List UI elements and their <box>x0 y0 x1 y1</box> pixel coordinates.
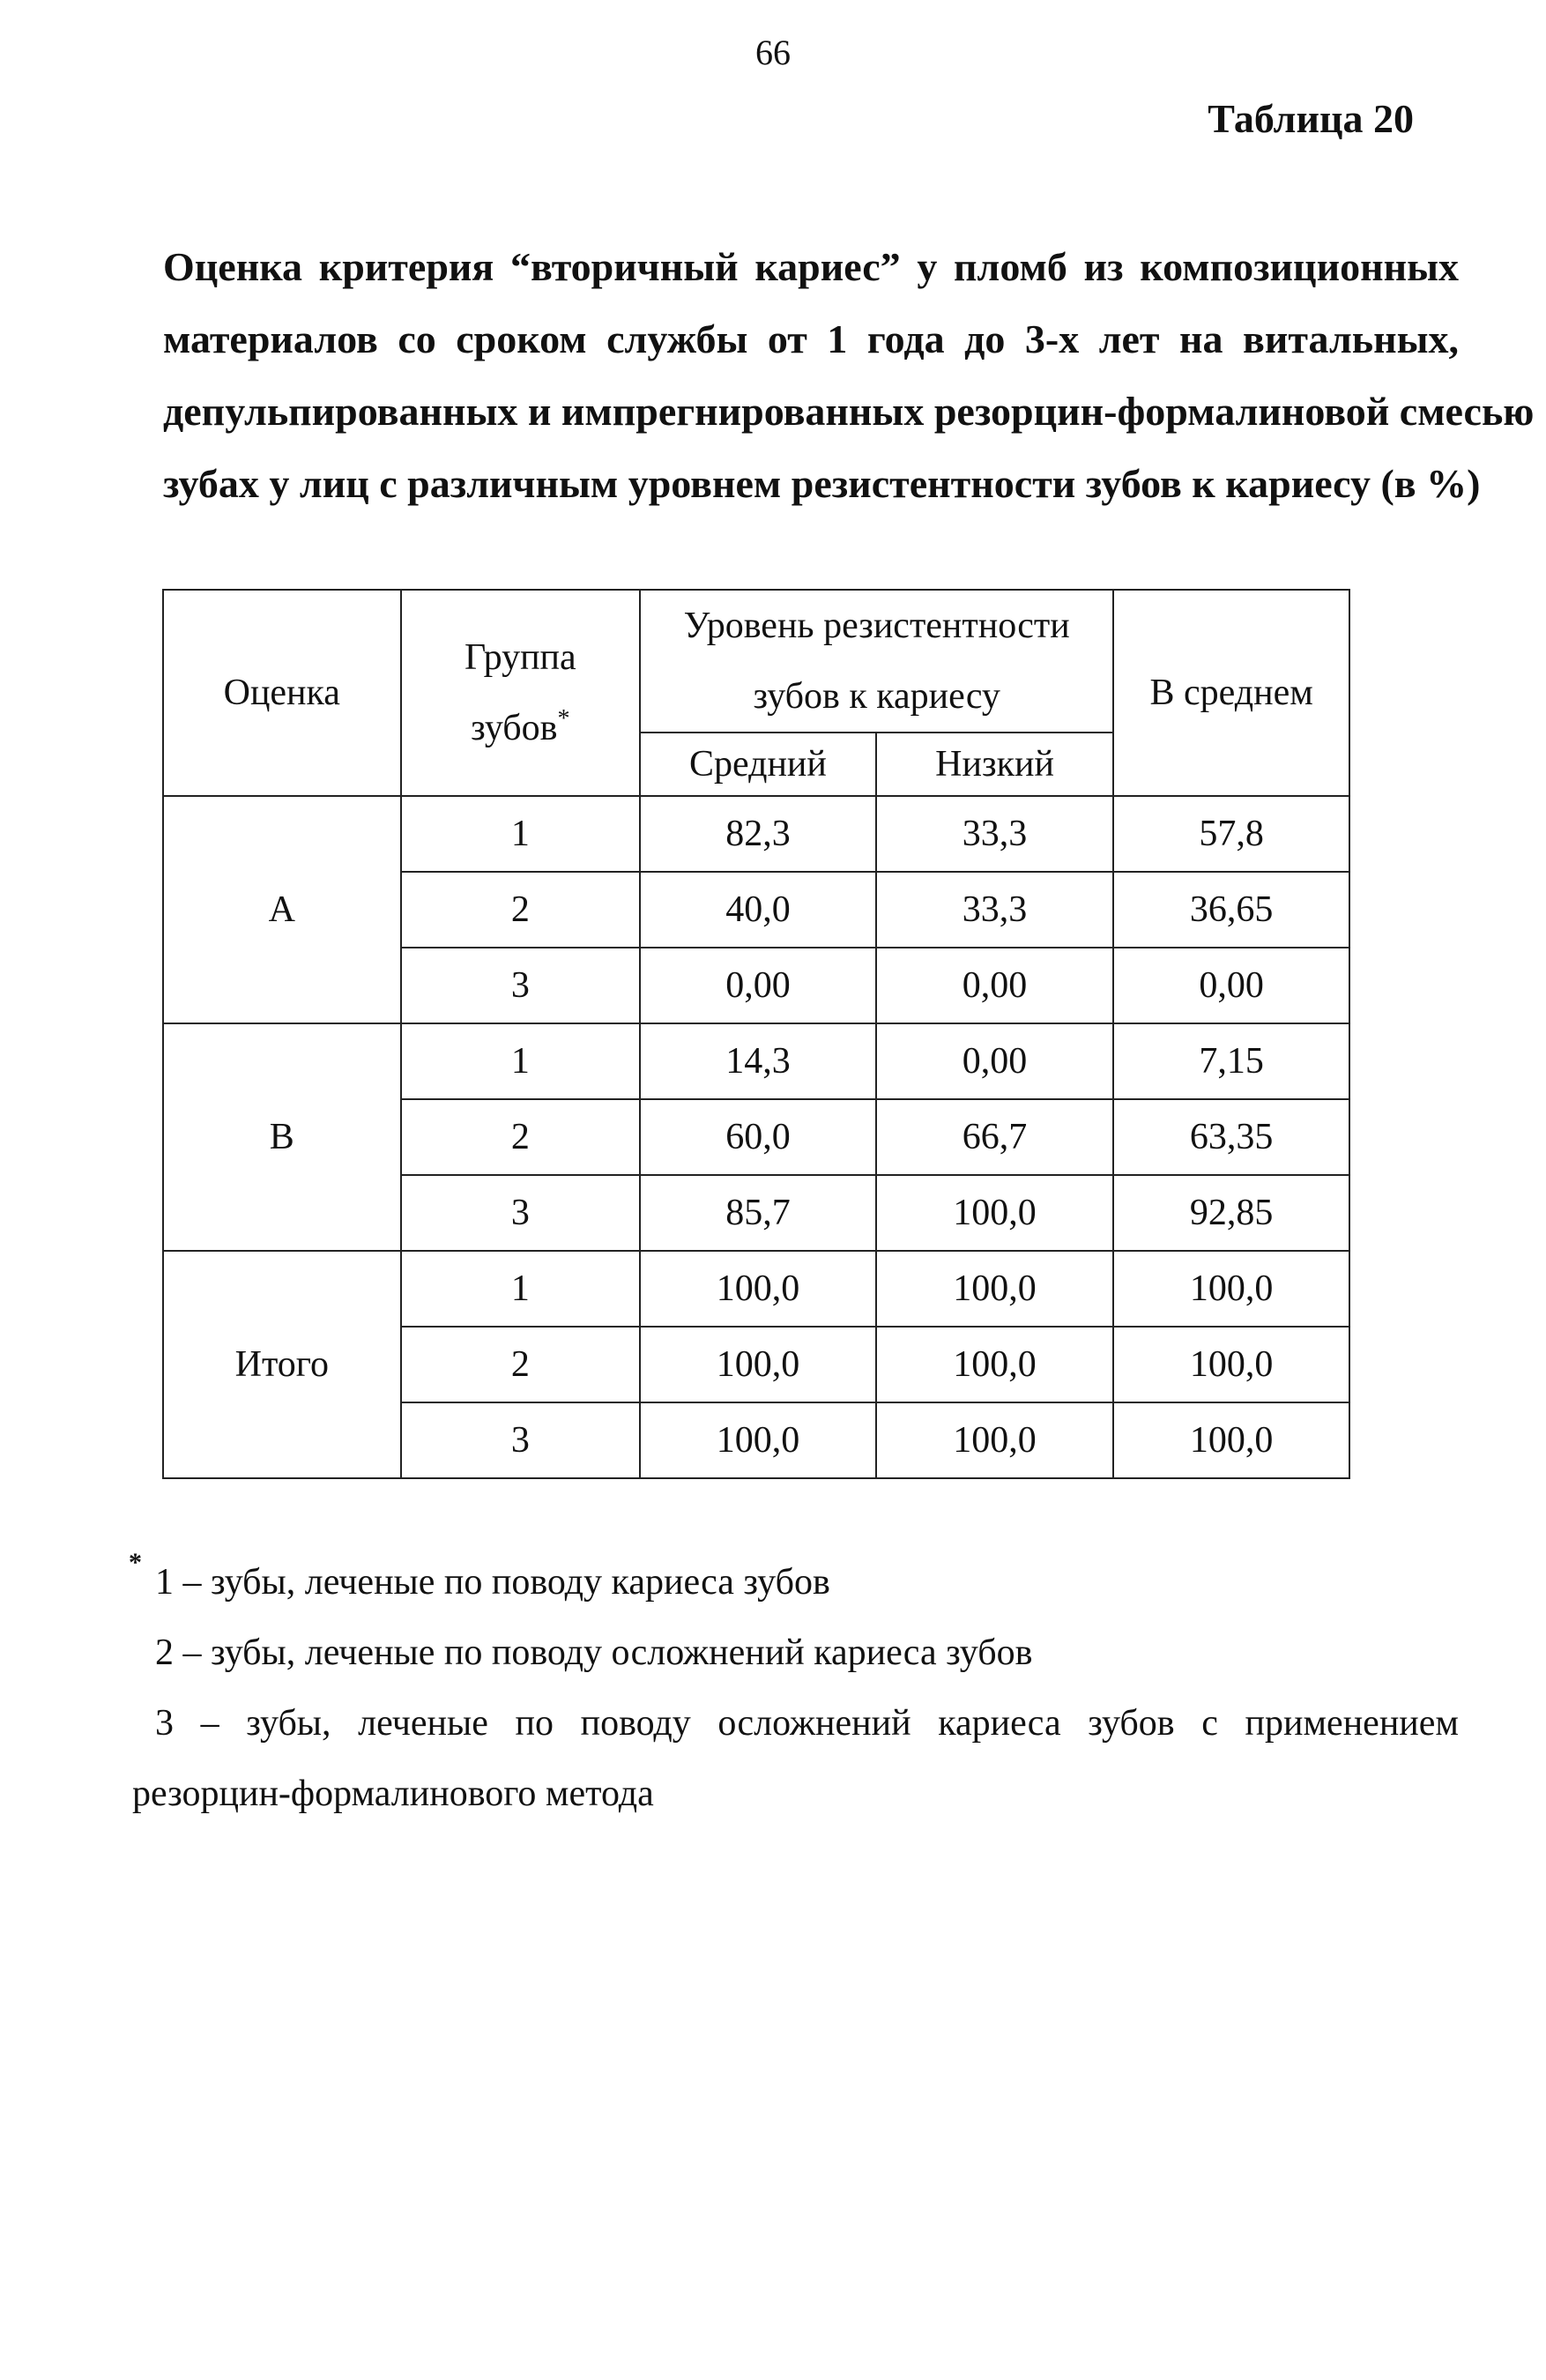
footnote-line-continuation: резорцин-формалинового метода <box>132 1774 654 1814</box>
group-cell: 1 <box>401 1251 641 1327</box>
caption-line: депульпированных и импрегнированных резорцин-формалиновой смесью <box>163 389 1535 434</box>
header-grade-label: Оценка <box>223 673 340 713</box>
footnote-line: 1 – зубы, леченые по поводу кариеса зубов <box>155 1562 830 1603</box>
average-cell: 92,85 <box>1113 1175 1349 1251</box>
caption-line: зубах у лиц с различным уровнем резистентности зубов к кариесу (в %) <box>163 461 1481 506</box>
group-cell: 2 <box>401 1099 641 1175</box>
header-low: Низкий <box>876 733 1114 796</box>
table-row <box>163 1023 1349 1099</box>
medium-cell: 40,0 <box>640 872 876 948</box>
average-cell: 0,00 <box>1113 948 1349 1023</box>
low-cell: 100,0 <box>876 1402 1114 1478</box>
header-resistance-line1: Уровень резистентности <box>683 606 1070 646</box>
average-cell: 100,0 <box>1113 1251 1349 1327</box>
header-medium: Средний <box>640 733 876 796</box>
header-average-label: В среднем <box>1149 673 1313 713</box>
table-row <box>163 1251 1349 1327</box>
group-cell: 2 <box>401 872 641 948</box>
group-cell: 1 <box>401 796 641 872</box>
medium-cell: 100,0 <box>640 1402 876 1478</box>
caption-line: Оценка критерия “вторичный кариес” у пломб из композиционных <box>163 244 1459 289</box>
footnote-line: 2 – зубы, леченые по поводу осложнений кариеса зубов <box>155 1633 1033 1673</box>
low-cell: 66,7 <box>876 1099 1114 1175</box>
medium-cell: 0,00 <box>640 948 876 1023</box>
footnote-marker: * <box>557 705 570 733</box>
medium-cell: 14,3 <box>640 1023 876 1099</box>
average-cell: 100,0 <box>1113 1402 1349 1478</box>
group-cell: 3 <box>401 1402 641 1478</box>
medium-cell: 100,0 <box>640 1327 876 1402</box>
average-cell: 57,8 <box>1113 796 1349 872</box>
average-cell: 36,65 <box>1113 872 1349 948</box>
low-cell: 0,00 <box>876 1023 1114 1099</box>
medium-cell: 100,0 <box>640 1251 876 1327</box>
header-resistance <box>640 590 1113 733</box>
group-cell: 1 <box>401 1023 641 1099</box>
header-group-line1: Группа <box>464 637 576 678</box>
table-label: Таблица 20 <box>1208 96 1414 141</box>
table-row <box>163 796 1349 872</box>
low-cell: 33,3 <box>876 796 1114 872</box>
group-cell: 2 <box>401 1327 641 1402</box>
average-cell: 7,15 <box>1113 1023 1349 1099</box>
grade-cell: В <box>163 1023 401 1251</box>
header-average <box>1113 590 1349 796</box>
results-table <box>162 589 1350 1479</box>
group-cell: 3 <box>401 1175 641 1251</box>
grade-cell: Итого <box>163 1251 401 1478</box>
header-resistance-line2: зубов к кариесу <box>753 676 1000 717</box>
header-row <box>163 590 1349 733</box>
footnote-marker: * <box>129 1548 142 1577</box>
low-cell: 0,00 <box>876 948 1114 1023</box>
table-caption <box>163 231 1535 520</box>
caption-line: материалов со сроком службы от 1 года до 3-х лет на витальных, <box>163 316 1459 361</box>
average-cell: 63,35 <box>1113 1099 1349 1175</box>
grade-cell: А <box>163 796 401 1023</box>
group-cell: 3 <box>401 948 641 1023</box>
low-cell: 100,0 <box>876 1327 1114 1402</box>
footnote-line: 3 – зубы, леченые по поводу осложнений кариеса зубов с применением <box>155 1703 1459 1744</box>
header-group-line2: зубов <box>471 708 558 748</box>
page-number: 66 <box>755 33 791 72</box>
low-cell: 33,3 <box>876 872 1114 948</box>
average-cell: 100,0 <box>1113 1327 1349 1402</box>
header-group <box>401 590 641 796</box>
low-cell: 100,0 <box>876 1251 1114 1327</box>
low-cell: 100,0 <box>876 1175 1114 1251</box>
medium-cell: 60,0 <box>640 1099 876 1175</box>
header-grade <box>163 590 401 796</box>
footnotes <box>129 1547 1459 1829</box>
medium-cell: 82,3 <box>640 796 876 872</box>
medium-cell: 85,7 <box>640 1175 876 1251</box>
